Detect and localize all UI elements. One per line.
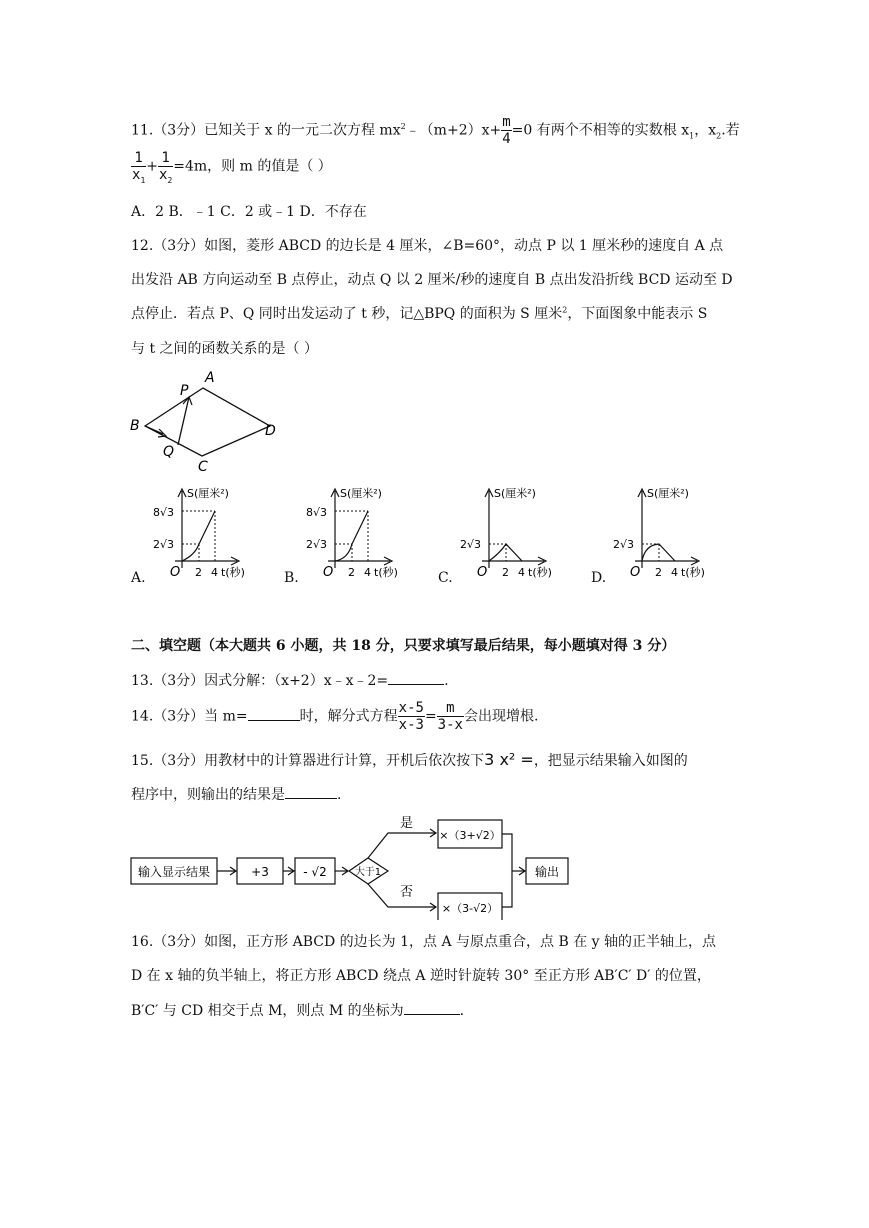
graph-b-tick2: 2 — [348, 566, 355, 579]
flow-plus3-label: +3 — [251, 865, 269, 879]
graph-c-tick2: 2 — [502, 566, 509, 579]
q13-answer-blank[interactable] — [388, 670, 444, 685]
q11-frac-num: m — [502, 114, 511, 130]
label-p: P — [180, 383, 189, 399]
q14-eq: = — [424, 708, 437, 725]
q13-text: 13.（3分）因式分解：（x+2）x﹣x﹣2= — [131, 673, 389, 689]
q12-line3b: ，下面图象中能表示 S — [567, 306, 708, 322]
flow-no-label: 否 — [400, 885, 414, 900]
graph-a-ylabel: S(厘米²) — [187, 487, 229, 500]
graph-a-y2: 2√3 — [153, 538, 175, 551]
frac-num: 1 — [158, 150, 173, 167]
q11-fraction — [501, 114, 511, 147]
q12-sup: 2 — [562, 305, 568, 315]
q15-line1b: ，把显示结果输入如图的 — [533, 753, 688, 769]
graph-c-tick4: 4 — [518, 566, 525, 579]
q14-suffix: 会出现增根. — [463, 708, 539, 725]
section-heading: 二、填空题（本大题共 6 小题，共 18 分，只要求填写最后结果，每小题填对得 3 分） — [131, 638, 676, 654]
graph-a-y8: 8√3 — [153, 506, 175, 519]
q11-line2 — [131, 150, 332, 183]
graph-d-origin: O — [630, 565, 641, 580]
q12-line2: 出发沿 AB 方向运动至 B 点停止，动点 Q 以 2 厘米/秒的速度自 B 点出发沿折线 BCD 运动至 D — [131, 272, 733, 288]
q11-sup: 2 — [400, 121, 406, 131]
q12-line1: 12.（3分）如图，菱形 ABCD 的边长是 4 厘米，∠B=60°，动点 P 以 1 厘米秒的速度自 A 点 — [131, 238, 724, 254]
q15-line2 — [131, 784, 341, 805]
q11-end: .若 — [721, 122, 740, 139]
label-q: Q — [163, 444, 175, 460]
q14 — [131, 700, 538, 733]
q16-line2: D 在 x 轴的负半轴上，将正方形 ABCD 绕点 A 逆时针旋转 30° 至正方形 AB′C′ D′ 的位置， — [131, 968, 711, 984]
q15-answer-blank[interactable] — [285, 784, 337, 799]
graph-b — [298, 483, 423, 583]
graph-b-tick4: 4 — [364, 566, 371, 579]
q16-answer-blank[interactable] — [404, 1000, 460, 1015]
q11-sub2: 2 — [716, 131, 722, 141]
graph-a-tick4: 4 — [211, 566, 218, 579]
flow-yes-label: 是 — [400, 816, 414, 831]
frac-den-sub: 1 — [140, 175, 146, 185]
frac-den — [131, 167, 146, 183]
rhombus-figure — [125, 368, 285, 478]
q15-line1 — [131, 750, 688, 771]
graph-a-tick2: 2 — [195, 566, 202, 579]
flow-minus-sqrt2-label: - √2 — [303, 865, 327, 879]
graph-a-origin: O — [170, 565, 181, 580]
q14-frac2-num: m — [437, 700, 464, 717]
graph-d-tick4: 4 — [671, 566, 678, 579]
q11-rest: =4m，则 m 的值是（ ） — [173, 158, 332, 175]
option-b-letter: B. — [284, 570, 299, 586]
label-b: B — [130, 418, 140, 434]
q11-frac-1-over-x2 — [158, 150, 173, 183]
flow-decision-label: 大于1 — [354, 867, 382, 878]
graph-c-xlabel: t(秒) — [528, 566, 552, 579]
q13 — [131, 670, 449, 691]
label-c: C — [198, 459, 208, 475]
q16-end: . — [459, 1003, 465, 1019]
q16-line1: 16.（3分）如图，正方形 ABCD 的边长为 1，点 A 与原点重合，点 B 在 y 轴的正半轴上，点 — [131, 934, 717, 950]
frac-num: 1 — [131, 150, 146, 167]
q11-plus: + — [146, 158, 158, 175]
q14-frac1-num: x-5 — [398, 700, 424, 716]
q14-frac2 — [437, 700, 464, 733]
flow-input-label: 输入显示结果 — [137, 865, 211, 879]
graph-b-origin: O — [323, 565, 334, 580]
q11-line1 — [131, 114, 740, 147]
graph-d-ylabel: S(厘米²) — [647, 487, 689, 500]
q14-answer-blank[interactable] — [248, 706, 300, 721]
graph-a — [145, 483, 270, 583]
flow-times-yes-label: ×（3+√2） — [439, 829, 501, 842]
q11-sub1: 1 — [689, 131, 695, 141]
q15-line1a: 15.（3分）用教材中的计算器进行计算，开机后依次按下 — [131, 753, 485, 769]
graph-b-ylabel: S(厘米²) — [340, 487, 382, 500]
label-a: A — [205, 370, 215, 386]
program-flowchart — [128, 808, 578, 920]
q14-mid: 时，解分式方程 — [299, 708, 398, 725]
q11-frac-den: 4 — [502, 131, 511, 147]
graph-c — [452, 483, 577, 583]
graph-d-y2: 2√3 — [613, 538, 635, 551]
option-c-letter: C. — [438, 570, 453, 586]
q11-mid: ﹣（m+2）x+ — [405, 122, 502, 139]
q14-frac1 — [398, 700, 425, 733]
q12-line3 — [131, 304, 707, 324]
q11-options: A．2 B．﹣1 C．2 或﹣1 D．不存在 — [131, 204, 367, 220]
frac-den-x: x — [132, 167, 141, 183]
flow-output-label: 输出 — [534, 865, 560, 879]
q15-line2-text: 程序中，则输出的结果是 — [131, 787, 285, 803]
graph-d-tick2: 2 — [655, 566, 662, 579]
frac-den-x: x — [159, 167, 168, 183]
q12-line3a: 点停止．若点 P、Q 同时出发运动了 t 秒，记△BPQ 的面积为 S 厘米 — [131, 306, 563, 322]
q12-line4: 与 t 之间的函数关系的是（ ） — [131, 341, 318, 357]
frac-den — [158, 167, 173, 183]
graph-c-y2: 2√3 — [460, 538, 482, 551]
graph-c-ylabel: S(厘米²) — [494, 487, 536, 500]
q14-frac1-den: x-3 — [398, 717, 424, 733]
q14-prefix: 14.（3分）当 m= — [131, 708, 248, 725]
graph-b-y2: 2√3 — [306, 538, 328, 551]
frac-den-sub: 2 — [167, 175, 173, 185]
option-d-letter: D. — [591, 570, 607, 586]
calculator-keys: 3 x² = — [484, 750, 534, 769]
q13-end: . — [444, 673, 449, 689]
q16-line3 — [131, 1000, 464, 1021]
q11-suffix: =0 有两个不相等的实数根 x — [511, 122, 690, 139]
graph-a-xlabel: t(秒) — [221, 566, 245, 579]
flow-times-no-label: ×（3-√2） — [441, 902, 499, 915]
q15-end: . — [337, 787, 342, 803]
graph-d-xlabel: t(秒) — [681, 566, 705, 579]
label-d: D — [265, 423, 276, 439]
graph-c-origin: O — [477, 565, 488, 580]
q14-frac2-den: 3-x — [437, 717, 463, 733]
q11-frac-1-over-x1 — [131, 150, 146, 183]
q11-comma: ，x — [694, 122, 717, 139]
graph-b-y8: 8√3 — [306, 506, 328, 519]
q11-text: 11.（3分）已知关于 x 的一元二次方程 mx — [131, 122, 401, 139]
option-a-letter: A. — [131, 570, 146, 586]
graph-d — [605, 483, 730, 583]
graph-b-xlabel: t(秒) — [374, 566, 398, 579]
q16-line3-text: B′C′ 与 CD 相交于点 M，则点 M 的坐标为 — [131, 1003, 404, 1019]
